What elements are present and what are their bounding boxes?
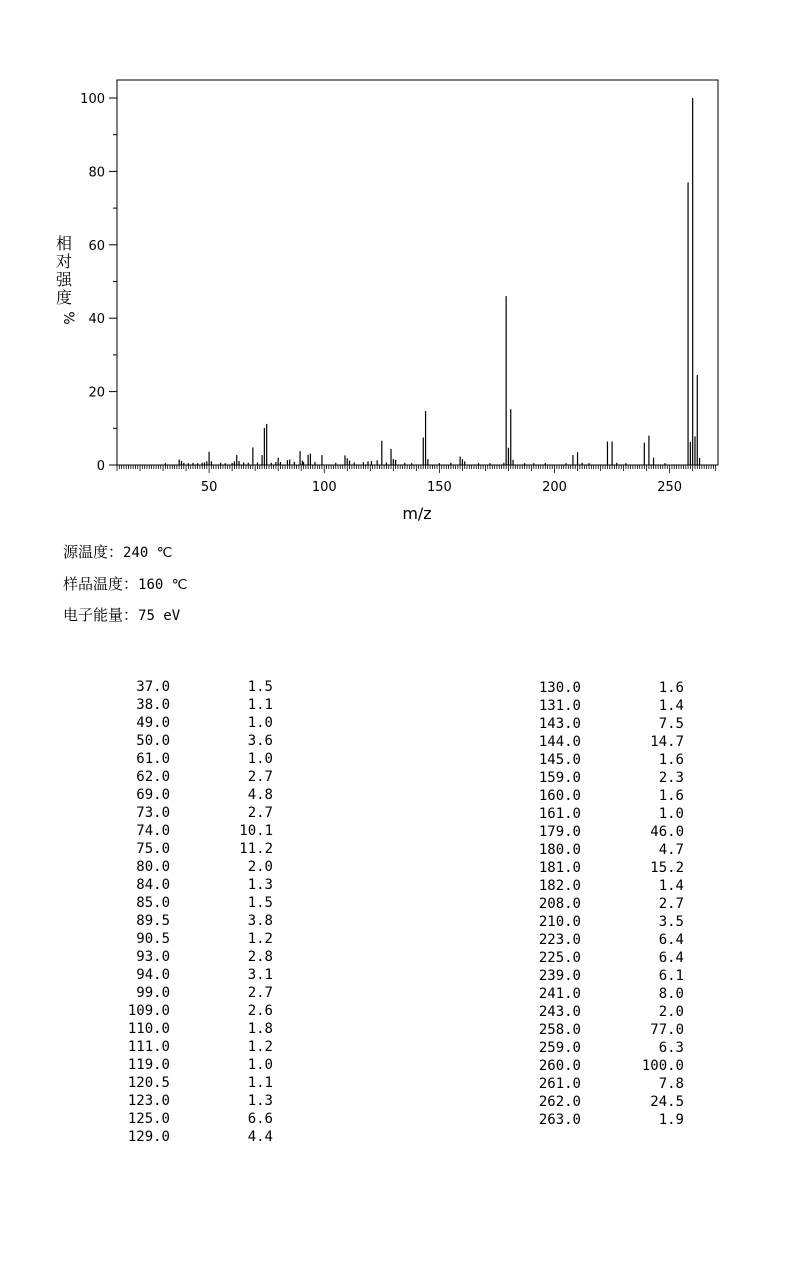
peak-table-row (521, 805, 691, 823)
peak-abundance: 8.0 (658, 986, 684, 1002)
peak-mz: 38.0 (136, 697, 170, 713)
x-tick-label: 150 (426, 480, 452, 495)
peak-abundance: 3.5 (658, 914, 684, 930)
peak-mz: 110.0 (127, 1021, 170, 1037)
peak-abundance: 4.8 (247, 787, 273, 803)
peak-abundance: 1.0 (658, 806, 684, 822)
x-tick-label: 50 (200, 480, 218, 495)
peak-table-row (521, 985, 691, 1003)
peak-mz: 84.0 (136, 877, 170, 893)
peak-abundance: 2.6 (247, 1003, 273, 1019)
peak-mz: 85.0 (136, 895, 170, 911)
peak-abundance: 14.7 (650, 734, 684, 750)
electron-energy-label: 电子能量： (63, 606, 139, 624)
x-tick-label: 250 (657, 480, 683, 495)
y-axis-label-char: 度 (55, 288, 73, 307)
peak-table-row (110, 912, 280, 930)
peak-abundance: 2.8 (247, 949, 273, 965)
peak-table-row (521, 1057, 691, 1075)
peak-table-row (521, 895, 691, 913)
x-tick-label: 100 (311, 480, 337, 495)
peak-table-row (521, 1039, 691, 1057)
peak-table-row (110, 732, 280, 750)
y-axis-label-char: % (60, 311, 76, 325)
peak-mz: 181.0 (538, 860, 581, 876)
peak-mz: 80.0 (136, 859, 170, 875)
peak-abundance: 1.9 (658, 1112, 684, 1128)
peak-mz: 160.0 (538, 788, 581, 804)
peak-table-row (521, 751, 691, 769)
peak-abundance: 15.2 (650, 860, 684, 876)
y-tick-label: 60 (88, 238, 105, 254)
peak-table-row (521, 877, 691, 895)
peak-mz: 37.0 (136, 679, 170, 695)
peak-table-row (110, 984, 280, 1002)
peak-table-row (521, 1021, 691, 1039)
peak-mz: 62.0 (136, 769, 170, 785)
peak-table-right (521, 679, 691, 1129)
peak-table-row (521, 1093, 691, 1111)
peak-mz: 179.0 (538, 824, 581, 840)
peak-table-row (521, 697, 691, 715)
peak-abundance: 1.0 (247, 1057, 273, 1073)
peak-mz: 180.0 (538, 842, 581, 858)
peak-table-row (521, 913, 691, 931)
peak-mz: 94.0 (136, 967, 170, 983)
peak-table-row (110, 804, 280, 822)
y-tick-label: 100 (80, 92, 105, 107)
source-temperature-value: 240 ℃ (123, 545, 173, 561)
mass-spectrum-chart (0, 0, 794, 530)
peak-table-row (110, 768, 280, 786)
peak-mz: 89.5 (136, 913, 170, 929)
peak-mz: 73.0 (136, 805, 170, 821)
peak-table-row (110, 1092, 280, 1110)
plot-frame (117, 80, 718, 465)
peak-mz: 210.0 (538, 914, 581, 930)
peak-table-row (110, 1020, 280, 1038)
peak-table-row (521, 1003, 691, 1021)
peak-abundance: 1.0 (247, 715, 273, 731)
peak-mz: 111.0 (127, 1039, 170, 1055)
peak-abundance: 46.0 (650, 824, 684, 840)
peak-table-row (521, 931, 691, 949)
peak-abundance: 10.1 (239, 823, 273, 839)
peak-abundance: 1.3 (247, 1093, 273, 1109)
peak-mz: 182.0 (538, 878, 581, 894)
peak-mz: 49.0 (136, 715, 170, 731)
peak-table-row (110, 1128, 280, 1146)
x-tick-label: 200 (542, 480, 567, 495)
peak-table-row (110, 822, 280, 840)
peak-abundance: 2.7 (247, 985, 273, 1001)
peak-table-row (110, 714, 280, 732)
x-axis-label: m/z (402, 504, 432, 523)
peak-abundance: 2.0 (247, 859, 273, 875)
peak-mz: 75.0 (136, 841, 170, 857)
peak-abundance: 1.4 (658, 878, 684, 894)
peak-table-row (521, 733, 691, 751)
peak-abundance: 11.2 (239, 841, 273, 857)
peak-table-row (110, 858, 280, 876)
peak-abundance: 2.7 (658, 896, 684, 912)
peak-mz: 263.0 (538, 1112, 581, 1128)
peak-mz: 130.0 (538, 680, 581, 696)
peak-mz: 258.0 (538, 1022, 581, 1038)
peak-mz: 259.0 (538, 1040, 581, 1056)
peak-mz: 223.0 (538, 932, 581, 948)
y-tick-label: 20 (88, 385, 105, 401)
peak-mz: 119.0 (127, 1057, 170, 1073)
peak-abundance: 3.6 (247, 733, 273, 749)
peak-abundance: 77.0 (650, 1022, 684, 1038)
peak-abundance: 1.1 (247, 697, 273, 713)
peak-abundance: 1.4 (658, 698, 684, 714)
y-tick-label: 0 (96, 459, 105, 474)
peak-abundance: 4.7 (658, 842, 684, 858)
peak-table-row (110, 678, 280, 696)
electron-energy (63, 604, 180, 625)
peak-mz: 261.0 (538, 1076, 581, 1092)
peak-table-row (521, 715, 691, 733)
peak-mz: 243.0 (538, 1004, 581, 1020)
y-axis-label (56, 234, 76, 325)
peak-table-row (521, 949, 691, 967)
peak-table-row (110, 750, 280, 768)
peak-table-left (110, 678, 280, 1146)
peak-table-row (521, 1111, 691, 1129)
peak-mz: 93.0 (136, 949, 170, 965)
peak-mz: 129.0 (127, 1129, 170, 1145)
peak-table-row (521, 769, 691, 787)
peak-abundance: 1.8 (247, 1021, 273, 1037)
peak-abundance: 6.4 (658, 932, 684, 948)
peak-abundance: 7.8 (658, 1076, 684, 1092)
peak-table-row (110, 1056, 280, 1074)
source-temperature-label: 源温度： (63, 543, 124, 561)
peak-mz: 125.0 (127, 1111, 170, 1127)
peak-table-row (110, 696, 280, 714)
peak-abundance: 6.3 (658, 1040, 684, 1056)
y-axis-label-char: 相 (55, 234, 73, 253)
peak-mz: 159.0 (538, 770, 581, 786)
y-axis (80, 92, 117, 474)
peak-table-row (110, 948, 280, 966)
peak-abundance: 6.4 (658, 950, 684, 966)
peak-abundance: 1.3 (247, 877, 273, 893)
peak-table-row (521, 841, 691, 859)
peak-mz: 131.0 (538, 698, 581, 714)
source-temperature (63, 541, 172, 562)
peak-mz: 50.0 (136, 733, 170, 749)
peak-table-row (110, 1074, 280, 1092)
electron-energy-value: 75 eV (138, 608, 181, 624)
peak-table-row (521, 787, 691, 805)
peak-table-row (110, 1038, 280, 1056)
peak-abundance: 2.7 (247, 805, 273, 821)
peak-table-row (110, 876, 280, 894)
peak-mz: 90.5 (136, 931, 170, 947)
sample-temperature-label: 样品温度： (63, 575, 139, 593)
peak-mz: 123.0 (127, 1093, 170, 1109)
peak-table-row (110, 966, 280, 984)
y-tick-label: 80 (88, 165, 105, 181)
peak-abundance: 6.1 (658, 968, 684, 984)
peak-table-row (110, 840, 280, 858)
peak-abundance: 2.3 (658, 770, 684, 786)
peak-mz: 61.0 (136, 751, 170, 767)
x-axis (117, 465, 716, 495)
peak-abundance: 1.2 (247, 1039, 273, 1055)
peak-table-row (521, 967, 691, 985)
peak-table-row (110, 1002, 280, 1020)
peak-abundance: 2.7 (247, 769, 273, 785)
peak-abundance: 100.0 (641, 1058, 684, 1074)
peak-mz: 225.0 (538, 950, 581, 966)
peak-mz: 239.0 (538, 968, 581, 984)
peak-table-row (110, 1110, 280, 1128)
sample-temperature (63, 573, 187, 594)
peak-mz: 161.0 (538, 806, 581, 822)
peak-mz: 262.0 (538, 1094, 581, 1110)
peak-abundance: 2.0 (658, 1004, 684, 1020)
peak-abundance: 3.1 (247, 967, 273, 983)
peak-abundance: 1.6 (658, 752, 684, 768)
peak-mz: 99.0 (136, 985, 170, 1001)
peak-abundance: 1.5 (247, 679, 273, 695)
peak-abundance: 3.8 (247, 913, 273, 929)
peak-mz: 144.0 (538, 734, 581, 750)
peak-mz: 143.0 (538, 716, 581, 732)
peak-bars (165, 98, 699, 465)
peak-abundance: 1.6 (658, 788, 684, 804)
sample-temperature-value: 160 ℃ (138, 577, 188, 593)
peak-mz: 260.0 (538, 1058, 581, 1074)
peak-table-row (110, 786, 280, 804)
y-axis-label-char: 强 (55, 270, 73, 289)
peak-mz: 145.0 (538, 752, 581, 768)
peak-abundance: 24.5 (650, 1094, 684, 1110)
peak-mz: 120.5 (127, 1075, 170, 1091)
peak-table-row (521, 679, 691, 697)
peak-mz: 241.0 (538, 986, 581, 1002)
peak-table-row (110, 930, 280, 948)
peak-mz: 208.0 (538, 896, 581, 912)
peak-abundance: 7.5 (658, 716, 684, 732)
peak-abundance: 1.1 (247, 1075, 273, 1091)
y-tick-label: 40 (88, 312, 105, 328)
peak-mz: 109.0 (127, 1003, 170, 1019)
peak-table-row (521, 1075, 691, 1093)
peak-abundance: 1.0 (247, 751, 273, 767)
peak-abundance: 1.5 (247, 895, 273, 911)
peak-abundance: 1.2 (247, 931, 273, 947)
peak-table-row (521, 823, 691, 841)
peak-abundance: 1.6 (658, 680, 684, 696)
peak-table-row (110, 894, 280, 912)
peak-abundance: 6.6 (247, 1111, 273, 1127)
peak-mz: 74.0 (136, 823, 170, 839)
peak-abundance: 4.4 (247, 1129, 273, 1145)
peak-table-row (521, 859, 691, 877)
peak-mz: 69.0 (136, 787, 170, 803)
y-axis-label-char: 对 (55, 252, 73, 271)
